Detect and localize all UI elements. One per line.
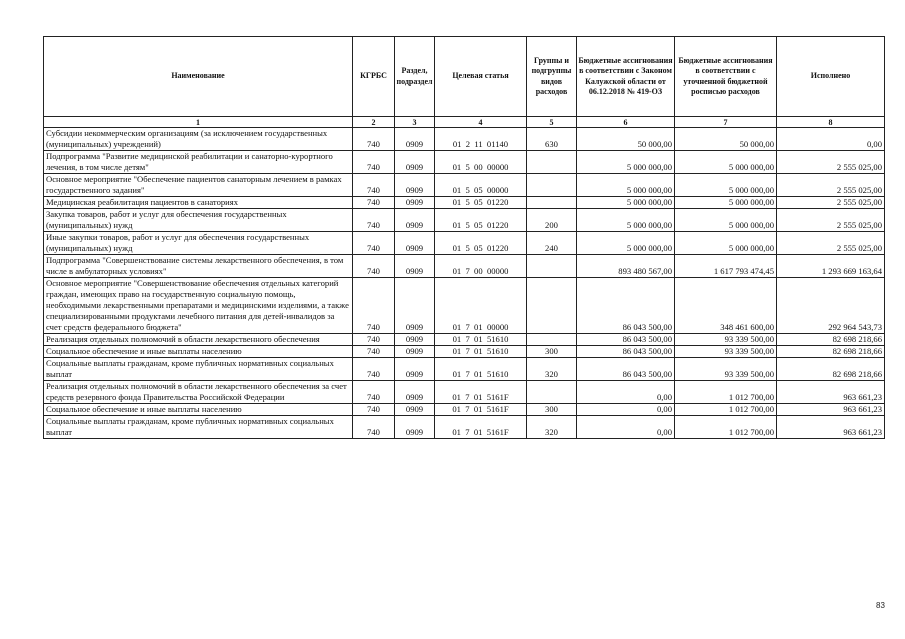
table-row <box>44 209 885 232</box>
cell-target: 01 2 11 01140 <box>435 128 527 151</box>
cell-budget-law: 0,00 <box>577 381 675 404</box>
cell-executed: 2 555 025,00 <box>777 151 885 174</box>
cell-group <box>527 197 577 209</box>
cell-executed: 963 661,23 <box>777 416 885 439</box>
cell-section: 0909 <box>395 404 435 416</box>
cell-budget-refined: 93 339 500,00 <box>675 346 777 358</box>
cell-budget-refined: 1 012 700,00 <box>675 416 777 439</box>
cell-group: 240 <box>527 232 577 255</box>
cell-name: Реализация отдельных полномочий в области лекарственного обеспечения за счет средств резервного фонда Правительства Российской Федерации <box>44 381 353 404</box>
table-row <box>44 346 885 358</box>
cell-section: 0909 <box>395 416 435 439</box>
header-executed: Исполнено <box>777 37 885 117</box>
cell-section: 0909 <box>395 128 435 151</box>
cell-executed: 2 555 025,00 <box>777 197 885 209</box>
header-section: Раздел, подраздел <box>395 37 435 117</box>
table-row <box>44 197 885 209</box>
cell-budget-refined: 93 339 500,00 <box>675 334 777 346</box>
cell-budget-law: 5 000 000,00 <box>577 232 675 255</box>
cell-group: 320 <box>527 416 577 439</box>
cell-budget-law: 86 043 500,00 <box>577 346 675 358</box>
column-number: 3 <box>395 117 435 128</box>
cell-executed: 82 698 218,66 <box>777 358 885 381</box>
cell-executed: 963 661,23 <box>777 404 885 416</box>
cell-budget-refined: 348 461 600,00 <box>675 278 777 334</box>
cell-name: Социальное обеспечение и иные выплаты населению <box>44 346 353 358</box>
cell-budget-refined: 5 000 000,00 <box>675 174 777 197</box>
cell-executed: 2 555 025,00 <box>777 174 885 197</box>
cell-group: 320 <box>527 358 577 381</box>
table-row <box>44 174 885 197</box>
cell-kgrbs: 740 <box>353 209 395 232</box>
cell-kgrbs: 740 <box>353 255 395 278</box>
cell-budget-refined: 1 012 700,00 <box>675 404 777 416</box>
cell-kgrbs: 740 <box>353 151 395 174</box>
cell-budget-refined: 93 339 500,00 <box>675 358 777 381</box>
cell-kgrbs: 740 <box>353 416 395 439</box>
cell-target: 01 5 00 00000 <box>435 151 527 174</box>
cell-name: Основное мероприятие "Совершенствование обеспечения отдельных категорий граждан, имеющих право на государственную социальную помощь, необходимыми лекарственными препаратами и медицинскими изделиями, а также специализированными продуктами лечебного питания для детей-инвалидов за счет средств федерального бюджета" <box>44 278 353 334</box>
cell-budget-refined: 5 000 000,00 <box>675 197 777 209</box>
cell-target: 01 5 05 01220 <box>435 209 527 232</box>
budget-table <box>43 36 885 439</box>
cell-kgrbs: 740 <box>353 174 395 197</box>
cell-name: Закупка товаров, работ и услуг для обеспечения государственных (муниципальных) нужд <box>44 209 353 232</box>
cell-kgrbs: 740 <box>353 381 395 404</box>
cell-group <box>527 255 577 278</box>
cell-target: 01 7 01 51610 <box>435 358 527 381</box>
cell-budget-law: 86 043 500,00 <box>577 358 675 381</box>
cell-budget-refined: 5 000 000,00 <box>675 151 777 174</box>
header-budget-law: Бюджетные ассигнования в соответствии с Законом Калужской области от 06.12.2018 № 419-ОЗ <box>577 37 675 117</box>
table-row <box>44 334 885 346</box>
cell-target: 01 5 05 01220 <box>435 232 527 255</box>
cell-target: 01 7 01 00000 <box>435 278 527 334</box>
header-kgrbs: КГРБС <box>353 37 395 117</box>
cell-group: 630 <box>527 128 577 151</box>
cell-kgrbs: 740 <box>353 404 395 416</box>
cell-kgrbs: 740 <box>353 334 395 346</box>
column-number: 2 <box>353 117 395 128</box>
table-row <box>44 128 885 151</box>
cell-section: 0909 <box>395 255 435 278</box>
cell-kgrbs: 740 <box>353 358 395 381</box>
cell-budget-law: 5 000 000,00 <box>577 209 675 232</box>
page-number: 83 <box>876 601 885 610</box>
cell-target: 01 5 05 00000 <box>435 174 527 197</box>
cell-kgrbs: 740 <box>353 197 395 209</box>
cell-executed: 2 555 025,00 <box>777 209 885 232</box>
column-number: 5 <box>527 117 577 128</box>
cell-budget-law: 5 000 000,00 <box>577 174 675 197</box>
cell-target: 01 7 01 5161F <box>435 416 527 439</box>
cell-group: 300 <box>527 346 577 358</box>
cell-budget-law: 50 000,00 <box>577 128 675 151</box>
cell-group: 300 <box>527 404 577 416</box>
cell-name: Социальные выплаты гражданам, кроме публичных нормативных социальных выплат <box>44 416 353 439</box>
column-number: 8 <box>777 117 885 128</box>
cell-section: 0909 <box>395 209 435 232</box>
cell-budget-law: 0,00 <box>577 416 675 439</box>
column-number: 6 <box>577 117 675 128</box>
cell-budget-refined: 5 000 000,00 <box>675 209 777 232</box>
cell-executed: 82 698 218,66 <box>777 334 885 346</box>
header-budget-refined: Бюджетные ассигнования в соответствии с уточненной бюджетной росписью расходов <box>675 37 777 117</box>
cell-executed: 82 698 218,66 <box>777 346 885 358</box>
cell-section: 0909 <box>395 197 435 209</box>
cell-group <box>527 151 577 174</box>
cell-group <box>527 278 577 334</box>
table-row <box>44 404 885 416</box>
cell-name: Иные закупки товаров, работ и услуг для обеспечения государственных (муниципальных) нужд <box>44 232 353 255</box>
header-name: Наименование <box>44 37 353 117</box>
cell-section: 0909 <box>395 232 435 255</box>
column-number: 7 <box>675 117 777 128</box>
cell-group: 200 <box>527 209 577 232</box>
cell-budget-refined: 5 000 000,00 <box>675 232 777 255</box>
cell-group <box>527 174 577 197</box>
cell-name: Медицинская реабилитация пациентов в санаториях <box>44 197 353 209</box>
cell-target: 01 7 01 51610 <box>435 334 527 346</box>
cell-budget-law: 0,00 <box>577 404 675 416</box>
cell-name: Реализация отдельных полномочий в области лекарственного обеспечения <box>44 334 353 346</box>
cell-section: 0909 <box>395 358 435 381</box>
cell-budget-refined: 1 012 700,00 <box>675 381 777 404</box>
column-number: 1 <box>44 117 353 128</box>
cell-kgrbs: 740 <box>353 278 395 334</box>
cell-executed: 963 661,23 <box>777 381 885 404</box>
cell-target: 01 7 01 5161F <box>435 381 527 404</box>
header-target: Целевая статья <box>435 37 527 117</box>
cell-kgrbs: 740 <box>353 232 395 255</box>
cell-target: 01 5 05 01220 <box>435 197 527 209</box>
cell-budget-law: 5 000 000,00 <box>577 197 675 209</box>
cell-section: 0909 <box>395 346 435 358</box>
table-row <box>44 358 885 381</box>
cell-target: 01 7 01 51610 <box>435 346 527 358</box>
table-row <box>44 232 885 255</box>
table-row <box>44 278 885 334</box>
header-groups: Группы и подгруппы видов расходов <box>527 37 577 117</box>
cell-executed: 2 555 025,00 <box>777 232 885 255</box>
table-row <box>44 151 885 174</box>
cell-budget-law: 86 043 500,00 <box>577 334 675 346</box>
cell-name: Основное мероприятие "Обеспечение пациентов санаторным лечением в рамках государственного задания" <box>44 174 353 197</box>
cell-executed: 0,00 <box>777 128 885 151</box>
cell-kgrbs: 740 <box>353 128 395 151</box>
cell-name: Социальное обеспечение и иные выплаты населению <box>44 404 353 416</box>
cell-budget-law: 5 000 000,00 <box>577 151 675 174</box>
cell-executed: 292 964 543,73 <box>777 278 885 334</box>
cell-section: 0909 <box>395 174 435 197</box>
cell-section: 0909 <box>395 334 435 346</box>
cell-name: Подпрограмма "Развитие медицинской реабилитации и санаторно-курортного лечения, в том числе детям" <box>44 151 353 174</box>
cell-kgrbs: 740 <box>353 346 395 358</box>
cell-executed: 1 293 669 163,64 <box>777 255 885 278</box>
cell-section: 0909 <box>395 278 435 334</box>
cell-name: Социальные выплаты гражданам, кроме публичных нормативных социальных выплат <box>44 358 353 381</box>
cell-budget-refined: 1 617 793 474,45 <box>675 255 777 278</box>
table-row <box>44 255 885 278</box>
cell-name: Подпрограмма "Совершенствование системы лекарственного обеспечения, в том числе в амбулаторных условиях" <box>44 255 353 278</box>
cell-target: 01 7 00 00000 <box>435 255 527 278</box>
column-number: 4 <box>435 117 527 128</box>
cell-target: 01 7 01 5161F <box>435 404 527 416</box>
table-row <box>44 416 885 439</box>
cell-budget-law: 893 480 567,00 <box>577 255 675 278</box>
cell-section: 0909 <box>395 151 435 174</box>
cell-budget-law: 86 043 500,00 <box>577 278 675 334</box>
cell-group <box>527 334 577 346</box>
table-row <box>44 381 885 404</box>
cell-budget-refined: 50 000,00 <box>675 128 777 151</box>
cell-section: 0909 <box>395 381 435 404</box>
cell-name: Субсидии некоммерческим организациям (за исключением государственных (муниципальных) учреждений) <box>44 128 353 151</box>
column-numbers-row <box>44 117 885 128</box>
cell-group <box>527 381 577 404</box>
